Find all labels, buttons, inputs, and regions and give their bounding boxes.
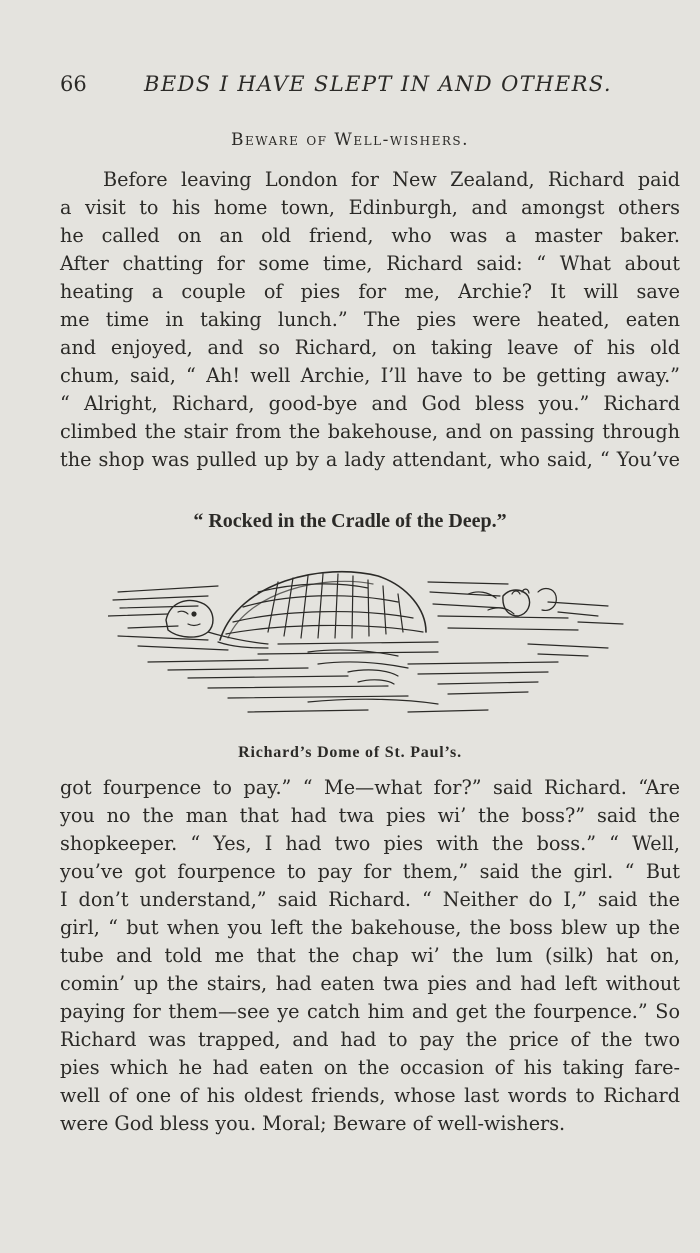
running-title: BEDS I HAVE SLEPT IN AND OTHERS. [144,72,612,96]
section-heading: Beware of Well-wishers. [230,130,469,150]
text-line: a visit to his home town, Edinburgh, and amongst others [60,196,680,219]
text-line: got fourpence to pay.” “ Me—what for?” said Richard. “Are [60,776,680,799]
text-line: you’ve got fourpence to pay for them,” said the girl. “ But [60,860,680,883]
text-line: well of one of his oldest friends, whose last words to Richard [60,1084,680,1107]
paragraph-2 [60,774,680,1138]
text-line: me time in taking lunch.” The pies were heated, eaten [60,308,680,331]
illustration-caption: Richard’s Dome of St. Paul’s. [238,744,462,761]
illustration-title: “ Rocked in the Cradle of the Deep.” [193,510,507,532]
text-line: tube and told me that the chap wi’ the lum (silk) hat on, [60,944,680,967]
text-line: paying for them—see ye catch him and get the fourpence.” So [60,1000,680,1023]
text-line: were God bless you. Moral; Beware of well-wishers. [60,1112,566,1135]
text-line: Richard was trapped, and had to pay the price of the two [60,1028,680,1051]
text-line: and enjoyed, and so Richard, on taking leave of his old [60,336,680,359]
text-line: Before leaving London for New Zealand, Richard paid [103,168,680,191]
text-line: girl, “ but when you left the bakehouse, the boss blew up the [60,916,680,939]
page-header [60,72,660,102]
text-line: I don’t understand,” said Richard. “ Neither do I,” said the [60,888,680,911]
text-line: comin’ up the stairs, had eaten twa pies and had left without [60,972,680,995]
text-line: you no the man that had twa pies wi’ the boss?” said the [60,804,680,827]
text-line: climbed the stair from the bakehouse, and on passing through [60,420,680,443]
text-line: shopkeeper. “ Yes, I had two pies with the boss.” “ Well, [60,832,680,855]
text-line: the shop was pulled up by a lady attendant, who said, “ You’ve [60,448,680,471]
paragraph-1 [60,166,680,474]
page-number: 66 [60,72,87,96]
swimmer-illustration [108,552,628,732]
text-line: he called on an old friend, who was a master baker. [60,224,680,247]
text-line: After chatting for some time, Richard said: “ What about [60,252,680,275]
text-line: “ Alright, Richard, good-bye and God bless you.” Richard [60,392,680,415]
text-line: heating a couple of pies for me, Archie? It will save [60,280,680,303]
text-line: chum, said, “ Ah! well Archie, I’ll have to be getting away.” [60,364,680,387]
text-line: pies which he had eaten on the occasion of his taking fare- [60,1056,680,1079]
